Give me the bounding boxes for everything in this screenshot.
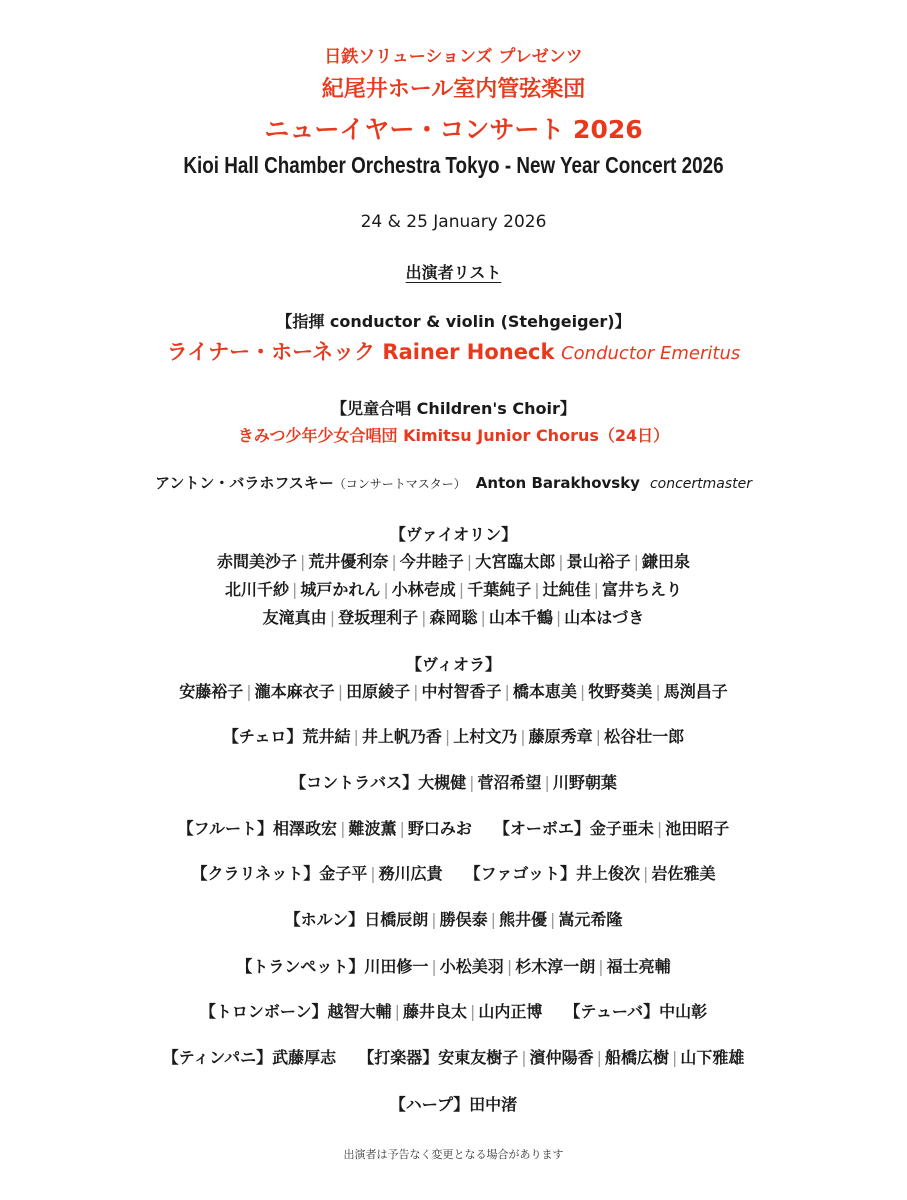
member-name: 藤原秀章 bbox=[528, 727, 593, 746]
presenter-line: 日鉄ソリューションズ プレゼンツ bbox=[324, 47, 583, 67]
member-name: 中山彰 bbox=[659, 1002, 708, 1021]
performer-list-heading bbox=[0, 260, 907, 283]
member-name: 越智大輔 bbox=[327, 1002, 392, 1021]
name-separator: | bbox=[413, 682, 419, 701]
percussion-members bbox=[438, 1048, 744, 1067]
member-name: 福士亮輔 bbox=[606, 957, 671, 976]
member-name: 嵩元希隆 bbox=[558, 910, 623, 929]
footer-note: 出演者は予告なく変更となる場合があります bbox=[343, 1148, 564, 1161]
conductor-line bbox=[0, 336, 907, 366]
name-separator: | bbox=[504, 682, 510, 701]
member-name: 上村文乃 bbox=[453, 727, 518, 746]
member-name: 川野朝葉 bbox=[552, 773, 617, 792]
member-name: 山下雅雄 bbox=[680, 1048, 745, 1067]
member-name: 田中渚 bbox=[469, 1095, 518, 1114]
conductor-name: ライナー・ホーネック Rainer Honeck bbox=[166, 340, 555, 364]
conductor-label: 【指揮 conductor & violin (Stehgeiger)】 bbox=[276, 312, 631, 331]
name-separator: | bbox=[399, 819, 405, 838]
name-separator: | bbox=[598, 957, 604, 976]
member-name: 金子平 bbox=[319, 864, 368, 883]
member-name: 城戸かれん bbox=[300, 580, 381, 599]
timpani-label: 【ティンパニ】 bbox=[162, 1048, 273, 1067]
name-separator: | bbox=[558, 552, 564, 571]
member-name: 森岡聡 bbox=[429, 608, 478, 627]
contrabass-line bbox=[0, 770, 907, 793]
member-name: 山内正博 bbox=[478, 1002, 543, 1021]
member-name: 大槻健 bbox=[418, 773, 467, 792]
name-separator: | bbox=[421, 608, 427, 627]
member-name: 瀧本麻衣子 bbox=[254, 682, 335, 701]
name-separator: | bbox=[555, 608, 562, 627]
member-name: 務川広貴 bbox=[378, 864, 443, 883]
concertmaster-line bbox=[0, 472, 907, 493]
member-name: 杉木淳一朗 bbox=[515, 957, 596, 976]
name-separator: | bbox=[370, 864, 376, 883]
cello-line bbox=[0, 724, 907, 747]
name-separator: | bbox=[521, 1048, 527, 1067]
member-name: 相澤政宏 bbox=[273, 819, 338, 838]
member-name: 井上俊次 bbox=[576, 864, 641, 883]
flute-members bbox=[273, 819, 472, 838]
name-separator: | bbox=[593, 580, 599, 599]
member-name: 菅沼希望 bbox=[477, 773, 542, 792]
member-name: 馬渕昌子 bbox=[663, 682, 728, 701]
name-separator: | bbox=[329, 608, 336, 627]
name-separator: | bbox=[633, 552, 639, 571]
name-separator: | bbox=[656, 819, 663, 838]
name-separator: | bbox=[291, 580, 298, 599]
name-separator: | bbox=[596, 1048, 603, 1067]
trombone-label: 【トロンボーン】 bbox=[199, 1002, 328, 1021]
member-name: 山本千鶴 bbox=[488, 608, 553, 627]
name-separator: | bbox=[655, 682, 661, 701]
horn-members bbox=[364, 910, 622, 929]
name-separator: | bbox=[466, 552, 473, 571]
violin-row-2 bbox=[0, 577, 907, 600]
member-name: 熊井優 bbox=[499, 910, 548, 929]
member-name: 辻純佳 bbox=[542, 580, 591, 599]
harp-line bbox=[0, 1092, 907, 1115]
name-separator: | bbox=[394, 1002, 400, 1021]
conductor-title: Conductor Emeritus bbox=[561, 343, 741, 364]
clarinet-members bbox=[319, 864, 442, 883]
concert-title-ja: ニューイヤー・コンサート 2026 bbox=[264, 115, 643, 144]
choir-label: 【児童合唱 Children's Choir】 bbox=[331, 399, 576, 418]
name-separator: | bbox=[534, 580, 540, 599]
timpani-percussion-line bbox=[0, 1045, 907, 1068]
harp-members bbox=[469, 1095, 517, 1114]
name-separator: | bbox=[246, 682, 252, 701]
member-name: 野口みお bbox=[407, 819, 472, 838]
name-separator: | bbox=[520, 727, 526, 746]
bassoon-members bbox=[576, 864, 715, 883]
trumpet-line bbox=[0, 954, 907, 977]
member-name: 小松美羽 bbox=[439, 957, 504, 976]
tuba-members bbox=[659, 1002, 707, 1021]
clarinet-bassoon-line bbox=[0, 861, 907, 884]
member-name: 岩佐雅美 bbox=[651, 864, 716, 883]
name-separator: | bbox=[391, 552, 397, 571]
member-name: 鎌田泉 bbox=[642, 552, 691, 571]
violin-row-1 bbox=[0, 549, 907, 572]
contrabass-label: 【コントラバス】 bbox=[290, 773, 419, 792]
name-separator: | bbox=[595, 727, 602, 746]
member-name: 景山裕子 bbox=[566, 552, 631, 571]
name-separator: | bbox=[490, 910, 496, 929]
orchestra-title-ja: 紀尾井ホール室内管弦楽団 bbox=[321, 77, 586, 102]
percussion-label: 【打楽器】 bbox=[358, 1048, 439, 1067]
flute-label: 【フルート】 bbox=[177, 819, 274, 838]
clarinet-label: 【クラリネット】 bbox=[191, 864, 320, 883]
member-name: 難波薫 bbox=[348, 819, 397, 838]
member-name: 友滝真由 bbox=[262, 608, 327, 627]
performer-list-heading-text: 出演者リスト bbox=[405, 263, 502, 282]
oboe-members bbox=[590, 819, 729, 838]
choir-name: きみつ少年少女合唱団 Kimitsu Junior Chorus（24日） bbox=[237, 426, 670, 445]
member-name: 赤間美沙子 bbox=[216, 552, 297, 571]
tuba-label: 【テューバ】 bbox=[564, 1002, 660, 1021]
member-name: 中村智香子 bbox=[421, 682, 502, 701]
name-separator: | bbox=[469, 1002, 476, 1021]
name-separator: | bbox=[458, 580, 465, 599]
trombone-members bbox=[328, 1002, 543, 1021]
member-name: 小林壱成 bbox=[391, 580, 456, 599]
name-separator: | bbox=[337, 682, 344, 701]
name-separator: | bbox=[383, 580, 389, 599]
member-name: 荒井優利奈 bbox=[308, 552, 389, 571]
name-separator: | bbox=[550, 910, 556, 929]
horn-line bbox=[0, 907, 907, 930]
name-separator: | bbox=[506, 957, 513, 976]
oboe-label: 【オーボエ】 bbox=[493, 819, 590, 838]
concert-title-en: Kioi Hall Chamber Orchestra Tokyo - New Year Concert 2026 bbox=[183, 152, 724, 178]
trumpet-label: 【トランペット】 bbox=[236, 957, 365, 976]
name-separator: | bbox=[643, 864, 649, 883]
member-name: 荒井結 bbox=[302, 727, 351, 746]
horn-label: 【ホルン】 bbox=[284, 910, 365, 929]
concertmaster-name-en: Anton Barakhovsky bbox=[475, 474, 640, 492]
member-name: 今井睦子 bbox=[399, 552, 464, 571]
name-separator: | bbox=[299, 552, 306, 571]
name-separator: | bbox=[444, 727, 451, 746]
name-separator: | bbox=[469, 773, 475, 792]
member-name: 安東友樹子 bbox=[438, 1048, 519, 1067]
member-name: 大宮臨太郎 bbox=[475, 552, 556, 571]
viola-members bbox=[0, 679, 907, 702]
concertmaster-name-ja: アントン・バラホフスキー bbox=[154, 474, 334, 492]
name-separator: | bbox=[544, 773, 550, 792]
member-name: 井上帆乃香 bbox=[361, 727, 442, 746]
member-name: 安藤裕子 bbox=[179, 682, 244, 701]
name-separator: | bbox=[340, 819, 346, 838]
member-name: 橋本恵美 bbox=[512, 682, 577, 701]
concert-dates: 24 & 25 January 2026 bbox=[360, 212, 547, 232]
member-name: 松谷壮一郎 bbox=[604, 727, 685, 746]
bassoon-label: 【ファゴット】 bbox=[464, 864, 577, 883]
member-name: 富井ちえり bbox=[602, 580, 683, 599]
name-separator: | bbox=[579, 682, 586, 701]
violin-row-3 bbox=[0, 605, 907, 628]
member-name: 登坂理利子 bbox=[338, 608, 419, 627]
trombone-tuba-line bbox=[0, 999, 907, 1022]
name-separator: | bbox=[672, 1048, 678, 1067]
flute-oboe-line bbox=[0, 816, 907, 839]
member-name: 武藤厚志 bbox=[272, 1048, 337, 1067]
name-separator: | bbox=[431, 957, 437, 976]
member-name: 田原綾子 bbox=[346, 682, 411, 701]
contrabass-members bbox=[418, 773, 617, 792]
concertmaster-role-ja: （コンサートマスター） bbox=[333, 477, 466, 491]
name-separator: | bbox=[480, 608, 486, 627]
cello-members bbox=[302, 727, 684, 746]
trumpet-members bbox=[364, 957, 670, 976]
member-name: 船橋広樹 bbox=[605, 1048, 670, 1067]
member-name: 藤井良太 bbox=[402, 1002, 467, 1021]
viola-label: 【ヴィオラ】 bbox=[405, 655, 502, 674]
member-name: 濱仲陽香 bbox=[529, 1048, 594, 1067]
member-name: 千葉純子 bbox=[467, 580, 532, 599]
name-separator: | bbox=[431, 910, 437, 929]
concertmaster-role-en: concertmaster bbox=[649, 476, 753, 492]
member-name: 北川千紗 bbox=[224, 580, 289, 599]
member-name: 川田修一 bbox=[364, 957, 429, 976]
harp-label: 【ハープ】 bbox=[389, 1095, 470, 1114]
member-name: 牧野葵美 bbox=[588, 682, 653, 701]
cello-label: 【チェロ】 bbox=[222, 727, 303, 746]
member-name: 勝俣泰 bbox=[439, 910, 488, 929]
member-name: 池田昭子 bbox=[665, 819, 730, 838]
member-name: 山本はづき bbox=[564, 608, 645, 627]
timpani-members bbox=[272, 1048, 336, 1067]
member-name: 日橋辰朗 bbox=[364, 910, 429, 929]
violin-label: 【ヴァイオリン】 bbox=[389, 525, 518, 544]
name-separator: | bbox=[353, 727, 359, 746]
member-name: 金子亜未 bbox=[589, 819, 654, 838]
